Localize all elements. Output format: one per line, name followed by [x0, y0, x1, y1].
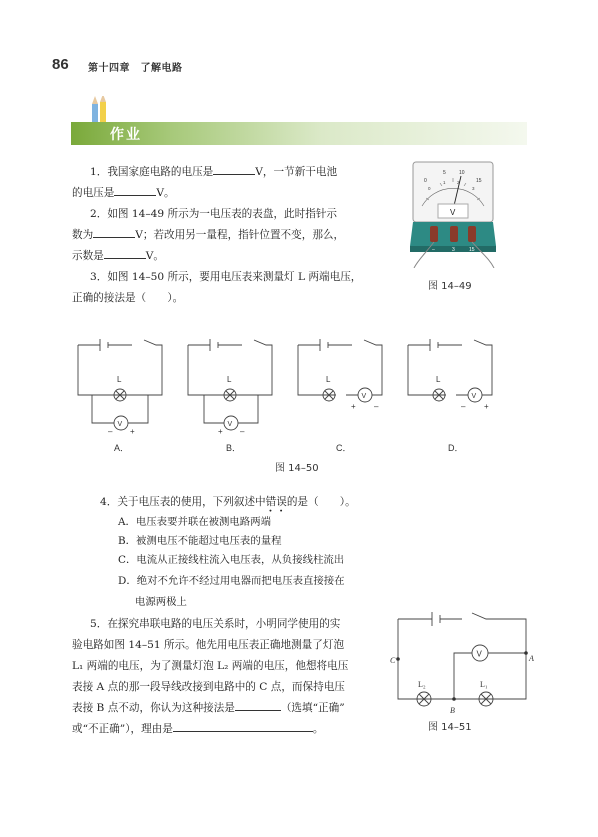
- point-a: A: [529, 654, 534, 663]
- option-a-label: A．: [114, 443, 130, 453]
- scale-0: 0: [424, 178, 427, 184]
- question-5-line6: 或“不正确”），理由是 。: [72, 719, 392, 740]
- chapter-title: 第十四章 了解电路: [88, 63, 183, 74]
- svg-text:3: 3: [452, 247, 455, 253]
- svg-text:+: +: [484, 402, 489, 411]
- lamp-l1: L₁: [480, 680, 488, 689]
- question-2-cont: 数为 V；若改用另一量程，指针位置不变，那么，: [72, 225, 372, 246]
- svg-text:L: L: [117, 375, 122, 384]
- svg-text:1: 1: [443, 180, 446, 185]
- svg-text:+: +: [351, 402, 356, 411]
- unit-label: V: [450, 208, 456, 217]
- svg-text:L: L: [436, 375, 441, 384]
- svg-text:3: 3: [472, 186, 475, 191]
- svg-text:15: 15: [469, 247, 475, 253]
- option-b-label: B．: [226, 443, 242, 453]
- question-5-line3: L₁ 两端的电压，为了测量灯泡 L₂ 两端的电压，他想将电压: [72, 660, 349, 672]
- svg-text:–: –: [432, 247, 435, 253]
- svg-text:+: +: [130, 427, 135, 436]
- question-4-option-a: A．电压表要并联在被测电路两端: [118, 516, 271, 528]
- question-1: 1．我国家庭电路的电压是 V，一节新干电池: [90, 162, 390, 183]
- option-d-label: D．: [448, 443, 464, 453]
- circuit-options-figure: [70, 335, 510, 455]
- question-2: 2．如图 14–49 所示为一电压表的表盘，此时指针示: [90, 208, 338, 220]
- series-circuit-figure: [388, 605, 538, 717]
- svg-text:V: V: [476, 649, 482, 659]
- question-4-option-c: C．电流从正接线柱流入电压表，从负接线柱流出: [118, 554, 345, 566]
- svg-text:+: +: [218, 427, 223, 436]
- page-number: 86: [52, 56, 69, 73]
- figure-14-49-caption: 图 14–49: [428, 281, 472, 292]
- svg-text:–: –: [240, 427, 245, 436]
- svg-text:V: V: [227, 421, 233, 428]
- lamp-l2: L₂: [418, 680, 426, 689]
- point-b: B: [450, 706, 455, 715]
- question-4-option-d-cont: 电源两极上: [135, 596, 187, 608]
- svg-text:L: L: [227, 375, 232, 384]
- voltmeter-figure: [410, 160, 496, 268]
- question-3: 3．如图 14–50 所示，要用电压表来测量灯 L 两端电压，: [90, 271, 362, 283]
- svg-text:2: 2: [457, 180, 460, 185]
- option-c-label: C．: [336, 443, 352, 453]
- question-4-option-b: B．被测电压不能超过电压表的量程: [118, 535, 282, 547]
- svg-text:V: V: [117, 421, 123, 428]
- question-5-line1: 5．在探究串联电路的电压关系时，小明同学使用的实: [90, 618, 341, 630]
- question-1-cont: 的电压是 V。: [72, 183, 372, 204]
- svg-text:V: V: [361, 393, 367, 400]
- section-title: 作业: [110, 127, 142, 143]
- question-3-cont: 正确的接法是（ ）。: [72, 292, 184, 304]
- question-5-line2: 验电路如图 14–51 所示。他先用电压表正确地测量了灯泡: [72, 639, 345, 651]
- svg-text:L: L: [326, 375, 331, 384]
- scale-10: 10: [459, 170, 465, 176]
- question-4-option-d: D．绝对不允许不经过用电器而把电压表直接接在: [118, 575, 345, 587]
- question-2-cont2: 示数是 V。: [72, 246, 372, 267]
- question-4: 4．关于电压表的使用，下列叙述中错误的是（ ）。: [100, 496, 356, 508]
- svg-text:–: –: [374, 402, 379, 411]
- scale-5: 5: [443, 170, 446, 176]
- svg-text:–: –: [461, 402, 466, 411]
- figure-14-51-caption: 图 14–51: [428, 722, 472, 733]
- figure-14-50-caption: 图 14–50: [275, 463, 319, 474]
- scale-15: 15: [476, 178, 482, 184]
- point-c: C: [390, 656, 396, 665]
- question-5-line5: 表接 B 点不动，你认为这种接法是 （选填“正确”: [72, 698, 392, 719]
- svg-text:–: –: [108, 427, 113, 436]
- svg-text:V: V: [471, 393, 477, 400]
- question-5-line4: 表接 A 点的那一段导线改接到电路中的 C 点，而保持电压: [72, 681, 345, 693]
- svg-text:0: 0: [428, 186, 431, 191]
